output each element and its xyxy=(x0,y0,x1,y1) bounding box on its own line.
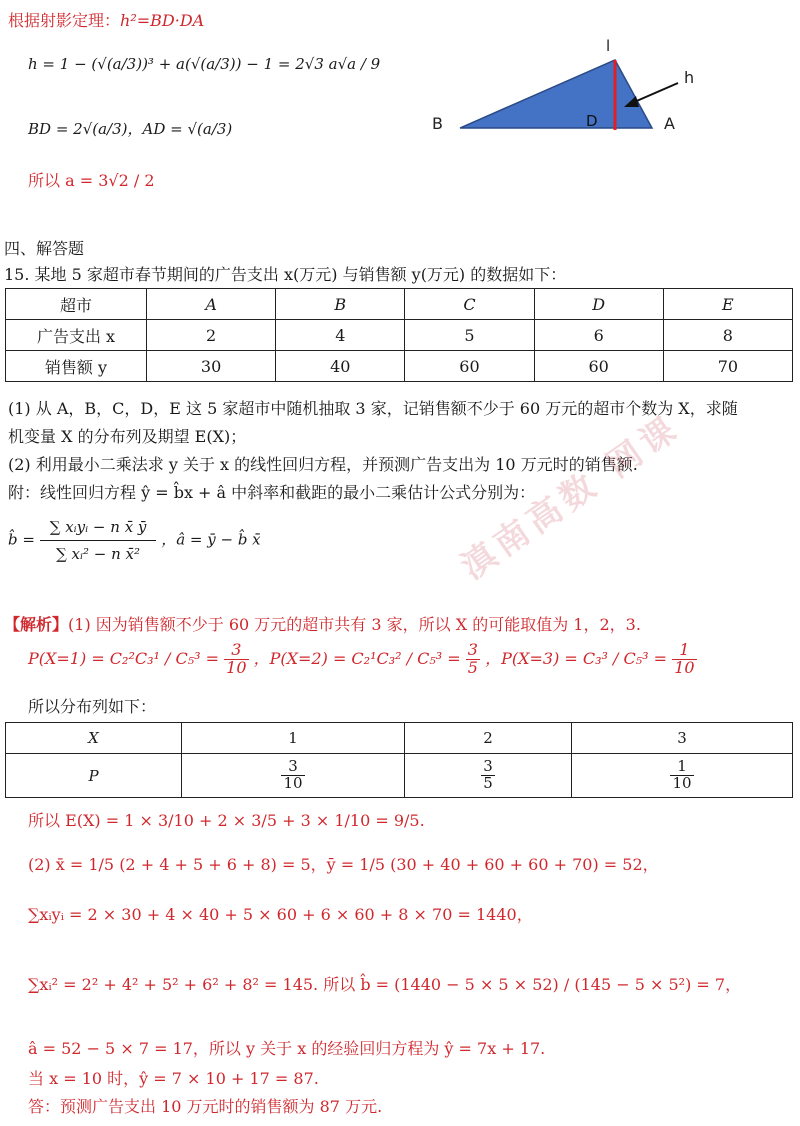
question-1-line-2: 机变量 X 的分布列及期望 E(X)； xyxy=(8,427,247,446)
problem-statement: 15. 某地 5 家超市春节期间的广告支出 x(万元) 与销售额 y(万元) 的数据如下： xyxy=(4,265,567,284)
p3-num: 1 xyxy=(672,642,696,660)
p-num: 1 xyxy=(670,759,693,776)
table-cell: 30 xyxy=(147,351,276,382)
p1-lhs: P(X=1) = C₂²C₃¹ / C₅³ = xyxy=(28,648,220,668)
table-cell: 60 xyxy=(405,351,534,382)
table-cell: P xyxy=(6,754,182,798)
table-cell: D xyxy=(534,289,663,320)
table-cell: 70 xyxy=(663,351,792,382)
ad-sales-table xyxy=(5,288,793,382)
p2-lhs: ，P(X=2) = C₂¹C₃² / C₅³ = xyxy=(253,648,461,668)
table-cell: 5 xyxy=(405,320,534,351)
triangle-figure xyxy=(420,35,720,150)
table-cell: 广告支出 x xyxy=(6,320,147,351)
table-cell: 超市 xyxy=(6,289,147,320)
solution-tag: 【解析】 xyxy=(4,615,69,634)
table-cell xyxy=(182,754,405,798)
intercept-line: â = 52 − 5 × 7 = 17，所以 y 关于 x 的经验回归方程为 ŷ = 7x + 17. xyxy=(28,1039,546,1058)
label-B: B xyxy=(432,114,443,133)
table-cell: B xyxy=(276,289,405,320)
answer-line: 答：预测广告支出 10 万元时的销售额为 87 万元. xyxy=(28,1097,383,1116)
section-title: 四、解答题 xyxy=(4,239,85,258)
formula-a: ，â = ȳ − b̂ x̄ xyxy=(161,530,261,549)
h-derivation: h = 1 − (√(a/3))³ + a(√(a/3)) − 1 = 2√3 a√a / 9 xyxy=(28,55,381,73)
table-cell: A xyxy=(147,289,276,320)
probability-line xyxy=(28,642,697,677)
sum-x2-line: ∑xᵢ² = 2² + 4² + 5² + 6² + 8² = 145. 所以 b̂ = (1440 − 5 × 5 × 52) / (145 − 5 × 5²) = 7， xyxy=(28,975,742,994)
table-cell: 6 xyxy=(534,320,663,351)
distribution-table xyxy=(5,722,793,798)
table-cell: 40 xyxy=(276,351,405,382)
theorem-label: 根据射影定理： xyxy=(8,11,121,30)
question-1-line-1: (1) 从 A，B，C，D，E 这 5 家超市中随机抽取 3 家，记销售额不少于 60 万元的超市个数为 X，求随 xyxy=(8,399,738,418)
table-cell: 4 xyxy=(276,320,405,351)
label-h: h xyxy=(684,68,695,87)
formula-b: b̂ = $\frac{\text{∑ xᵢyᵢ − n x̄ ȳ}}{\text{∑ xᵢ² − n x̄²}}$ ，â = ȳ − b̂ x̄ xyxy=(8,512,261,569)
table-cell: 1 xyxy=(182,723,405,754)
distribution-intro: 所以分布列如下： xyxy=(28,697,157,716)
table-cell: 销售额 y xyxy=(6,351,147,382)
theorem-line xyxy=(8,8,204,31)
p1-num: 3 xyxy=(224,642,248,660)
solution-intro: (1) 因为销售额不少于 60 万元的超市共有 3 家，所以 X 的可能取值为 1，2，3. xyxy=(68,615,641,634)
p-num: 3 xyxy=(281,759,304,776)
table-row xyxy=(6,320,793,351)
table-row xyxy=(6,754,793,798)
table-cell: X xyxy=(6,723,182,754)
table-cell: 60 xyxy=(534,351,663,382)
label-top: l xyxy=(606,37,611,55)
arrow-line xyxy=(632,83,678,103)
bd-ad-line: BD = 2√(a/3)，AD = √(a/3) xyxy=(28,120,233,138)
formula-b-numerator: ∑ xᵢyᵢ − n x̄ ȳ xyxy=(40,512,157,541)
p2-den: 5 xyxy=(467,657,478,677)
a-result: 所以 a = 3√2 / 2 xyxy=(28,171,155,190)
table-cell xyxy=(572,754,793,798)
table-cell: E xyxy=(663,289,792,320)
table-cell: 2 xyxy=(405,723,572,754)
table-row xyxy=(6,723,793,754)
table-row xyxy=(6,289,793,320)
p-den: 5 xyxy=(483,774,493,792)
table-cell xyxy=(405,754,572,798)
expectation-line: 所以 E(X) = 1 × 3/10 + 2 × 3/5 + 3 × 1/10 = 9/5. xyxy=(28,811,425,830)
table-cell: 3 xyxy=(572,723,793,754)
p-den: 10 xyxy=(283,774,303,792)
formula-b-denominator: ∑ xᵢ² − n x̄² xyxy=(56,544,141,563)
p1-den: 10 xyxy=(226,657,247,677)
table-cell: C xyxy=(405,289,534,320)
table-row xyxy=(6,351,793,382)
p3-den: 10 xyxy=(674,657,695,677)
watermark: 滇南高数 网课 xyxy=(453,407,689,588)
p2-num: 3 xyxy=(467,640,478,659)
table-cell: 2 xyxy=(147,320,276,351)
triangle-shape xyxy=(460,60,652,128)
hint-line: 附：线性回归方程 ŷ = b̂x + â 中斜率和截距的最小二乘估计公式分别为： xyxy=(8,483,536,502)
sum-xy-line: ∑xᵢyᵢ = 2 × 30 + 4 × 40 + 5 × 60 + 6 × 60 + 8 × 70 = 1440， xyxy=(28,905,533,924)
solution-intro-line xyxy=(4,612,641,635)
p3-lhs: ，P(X=3) = C₃³ / C₅³ = xyxy=(485,648,668,668)
p-den: 10 xyxy=(672,774,692,792)
prediction-line: 当 x = 10 时，ŷ = 7 × 10 + 17 = 87. xyxy=(28,1069,319,1088)
label-D: D xyxy=(586,112,598,130)
question-2: (2) 利用最小二乘法求 y 关于 x 的线性回归方程，并预测广告支出为 10 万元时的销售额. xyxy=(8,455,638,474)
theorem-formula: h²=BD·DA xyxy=(120,11,205,30)
means-line: (2) x̄ = 1/5 (2 + 4 + 5 + 6 + 8) = 5，ȳ = 1/5 (30 + 40 + 60 + 60 + 70) = 52， xyxy=(28,855,659,874)
p-num: 3 xyxy=(483,757,493,776)
table-cell: 8 xyxy=(663,320,792,351)
label-A: A xyxy=(664,114,675,133)
